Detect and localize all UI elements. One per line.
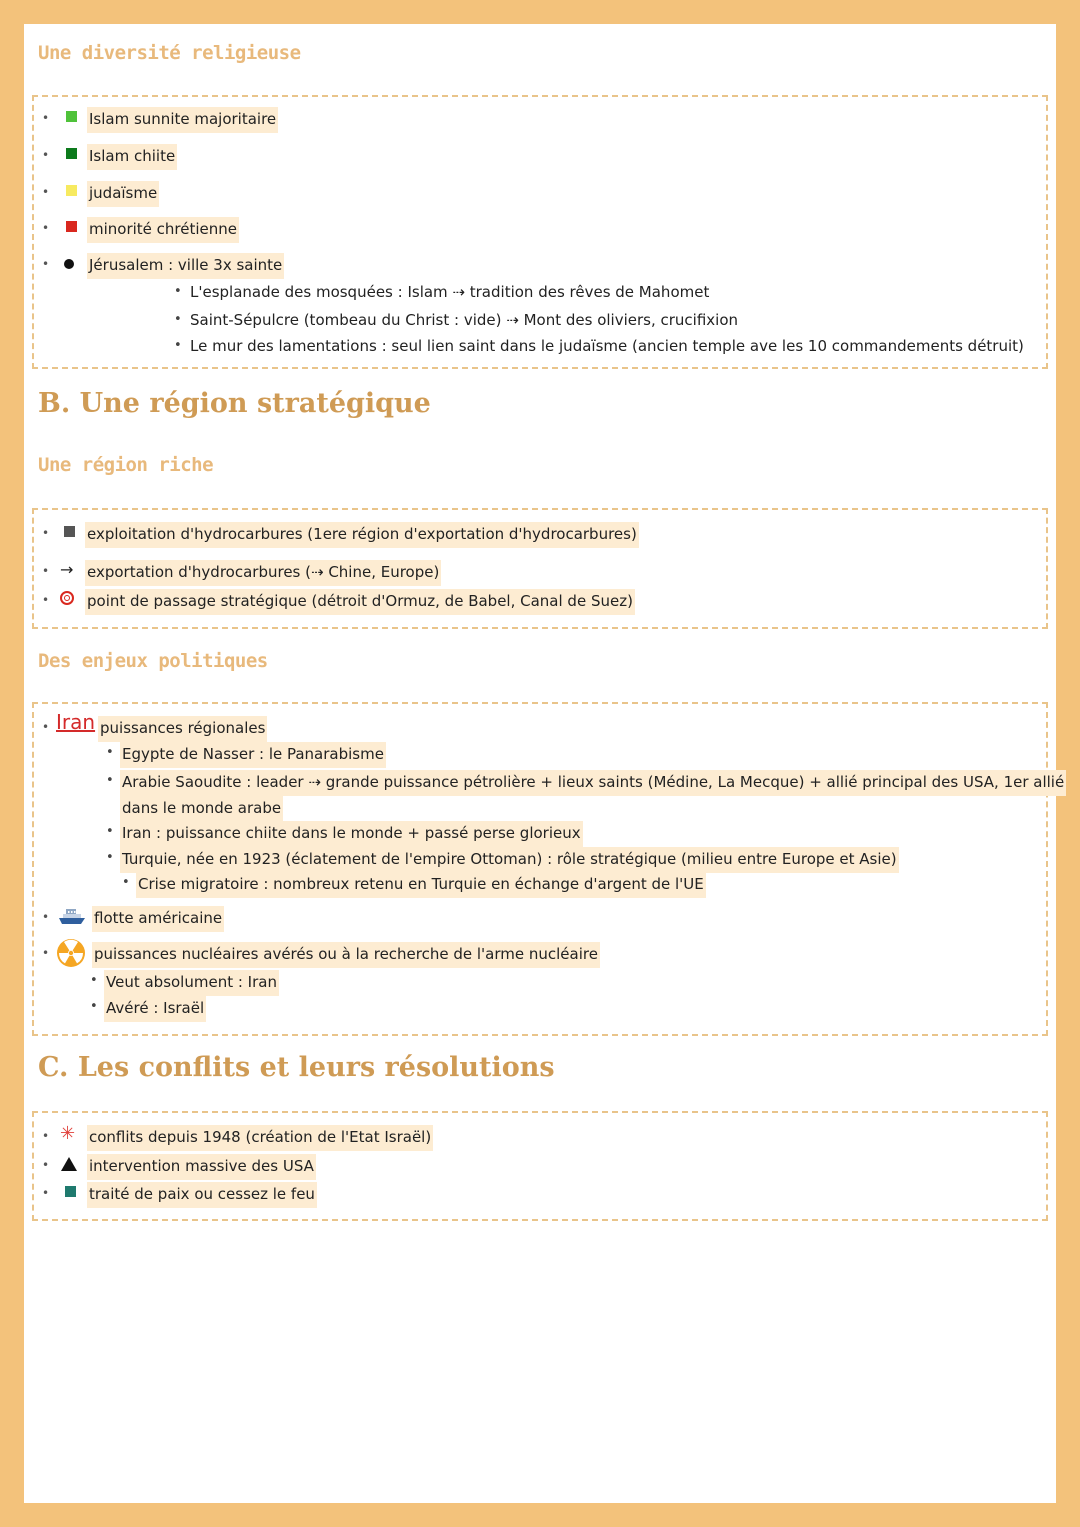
enjeux-subtitle: Des enjeux politiques bbox=[38, 650, 268, 672]
riche-subtitle: Une région riche bbox=[38, 454, 214, 476]
red-square-icon bbox=[66, 221, 77, 232]
religion-subtitle: Une diversité religieuse bbox=[38, 42, 301, 64]
riche-box: • exploitation d'hydrocarbures (1ere région d'exportation d'hydrocarbures) • → exportation d'hydrocarbures (⇢ Chine, Europe) • point de passage stratégique (détroit d'Ormuz, de Babel, Canal de Suez) bbox=[32, 508, 1048, 629]
black-circle-icon bbox=[64, 259, 74, 269]
conflicts-box: • ✳ conflits depuis 1948 (création de l'Etat Israël) • intervention massive des USA • traité de paix ou cessez le feu bbox=[32, 1111, 1048, 1221]
radiation-icon bbox=[56, 938, 86, 968]
burst-icon: ✳ bbox=[60, 1123, 76, 1144]
green-square-icon bbox=[66, 111, 77, 122]
yellow-square-icon bbox=[66, 185, 77, 196]
page bbox=[24, 24, 1065, 1503]
arrow-icon: → bbox=[60, 560, 74, 579]
section-b-heading: B. Une région stratégique bbox=[38, 388, 431, 419]
section-c-heading: C. Les conflits et leurs résolutions bbox=[38, 1052, 555, 1083]
iran-symbol: Iran bbox=[56, 710, 96, 734]
triangle-icon bbox=[61, 1157, 77, 1171]
enjeux-box: • Iran puissances régionales • Egypte de Nasser : le Panarabisme • Arabie Saoudite : leader ⇢ grande puissance pétrolière + lieux saints (Médine, La Mecque) + allié principal des USA, 1er allié dans le monde arabe • Iran : puissance chiite dans le monde + passé perse glorieux • Turquie, née en 1923 (éclatement de l'empire Ottoman) : rôle stratégique (milieu entre Europe et Asie) • Crise migratoire : nombreux retenu en Turquie en échange d'argent de l'UE • flotte américaine • puissances nucléaires avérés ou à la recherche de l'arme nucléaire • Veut absolument : Iran • Avéré : Israël bbox=[32, 702, 1048, 1036]
teal-square-icon bbox=[65, 1186, 76, 1197]
religion-legend-box: • Islam sunnite majoritaire • Islam chiite • judaïsme • minorité chrétienne • Jérusalem : ville 3x sainte • L'esplanade des mosquées : Islam ⇢ tradition des rêves de Mahomet • Saint-Sépulcre (tombeau du Christ : vide) ⇢ Mont des oliviers, crucifixion • Le mur des lamentations : seul lien saint dans le judaïsme (ancien temple ave les 10 commandements détruit) bbox=[32, 95, 1048, 369]
target-icon bbox=[60, 591, 74, 605]
ship-icon bbox=[58, 906, 86, 926]
dark-green-square-icon bbox=[66, 148, 77, 159]
dark-square-icon bbox=[64, 526, 75, 537]
